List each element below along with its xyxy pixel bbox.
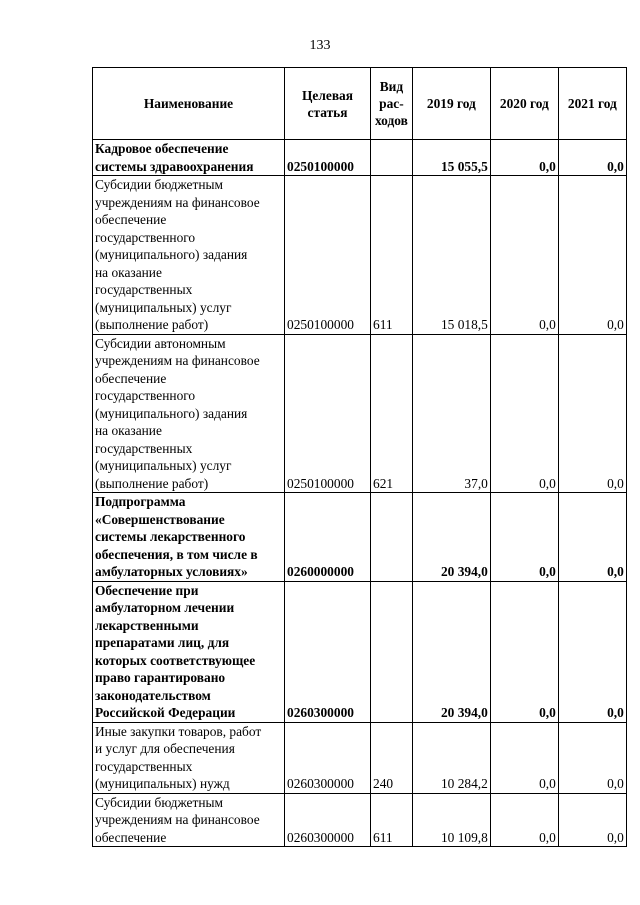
cell-2020: 0,0 <box>490 334 558 493</box>
cell-2021: 0,0 <box>558 722 626 793</box>
header-expense-kind: Вид рас-ходов <box>371 68 413 140</box>
cell-name: Подпрограмма «Совершенствование системы лекарственного обеспечения, в том числе в амбулаторных условиях» <box>93 493 285 582</box>
cell-name: Субсидии бюджетным учреждениям на финансовое обеспечение государственного (муниципального) задания на оказание государственных (муниципальных) услуг (выполнение работ) <box>93 176 285 335</box>
table-row <box>93 334 627 493</box>
table-row <box>93 140 627 176</box>
cell-name: Субсидии бюджетным учреждениям на финансовое обеспечение <box>93 793 285 847</box>
header-2020: 2020 год <box>490 68 558 140</box>
table-row <box>93 581 627 722</box>
cell-target-article: 0260300000 <box>285 581 371 722</box>
cell-expense-kind: 611 <box>371 793 413 847</box>
cell-name: Обеспечение при амбулаторном лечении лекарственными препаратами лиц, для которых соответствующее право гарантировано законодательством Российской Федерации <box>93 581 285 722</box>
cell-2021: 0,0 <box>558 176 626 335</box>
cell-target-article: 0250100000 <box>285 140 371 176</box>
cell-expense-kind: 611 <box>371 176 413 335</box>
cell-2020: 0,0 <box>490 793 558 847</box>
cell-expense-kind: 240 <box>371 722 413 793</box>
cell-2019: 10 109,8 <box>412 793 490 847</box>
cell-name: Кадровое обеспечение системы здравоохранения <box>93 140 285 176</box>
header-name: Наименование <box>93 68 285 140</box>
header-target-article: Целевая статья <box>285 68 371 140</box>
cell-2019: 37,0 <box>412 334 490 493</box>
cell-2020: 0,0 <box>490 493 558 582</box>
cell-2019: 15 055,5 <box>412 140 490 176</box>
cell-2020: 0,0 <box>490 581 558 722</box>
cell-expense-kind <box>371 493 413 582</box>
table-row <box>93 493 627 582</box>
cell-expense-kind: 621 <box>371 334 413 493</box>
cell-2021: 0,0 <box>558 140 626 176</box>
cell-target-article: 0260000000 <box>285 493 371 582</box>
cell-name: Субсидии автономным учреждениям на финансовое обеспечение государственного (муниципального) задания на оказание государственных (муниципальных) услуг (выполнение работ) <box>93 334 285 493</box>
table-header-row <box>93 68 627 140</box>
page-number: 133 <box>309 38 331 53</box>
cell-2021: 0,0 <box>558 493 626 582</box>
cell-target-article: 0250100000 <box>285 334 371 493</box>
cell-target-article: 0250100000 <box>285 176 371 335</box>
cell-expense-kind <box>371 581 413 722</box>
cell-expense-kind <box>371 140 413 176</box>
cell-2021: 0,0 <box>558 793 626 847</box>
table-row <box>93 722 627 793</box>
cell-2019: 10 284,2 <box>412 722 490 793</box>
table-row <box>93 176 627 335</box>
cell-2019: 20 394,0 <box>412 493 490 582</box>
cell-2020: 0,0 <box>490 140 558 176</box>
cell-2019: 20 394,0 <box>412 581 490 722</box>
header-2021: 2021 год <box>558 68 626 140</box>
cell-2020: 0,0 <box>490 722 558 793</box>
table-row <box>93 793 627 847</box>
header-2019: 2019 год <box>412 68 490 140</box>
cell-2021: 0,0 <box>558 581 626 722</box>
cell-2019: 15 018,5 <box>412 176 490 335</box>
cell-target-article: 0260300000 <box>285 793 371 847</box>
cell-target-article: 0260300000 <box>285 722 371 793</box>
cell-2020: 0,0 <box>490 176 558 335</box>
budget-table <box>92 67 627 847</box>
cell-name: Иные закупки товаров, работ и услуг для обеспечения государственных (муниципальных) нужд <box>93 722 285 793</box>
cell-2021: 0,0 <box>558 334 626 493</box>
table-body <box>93 140 627 847</box>
